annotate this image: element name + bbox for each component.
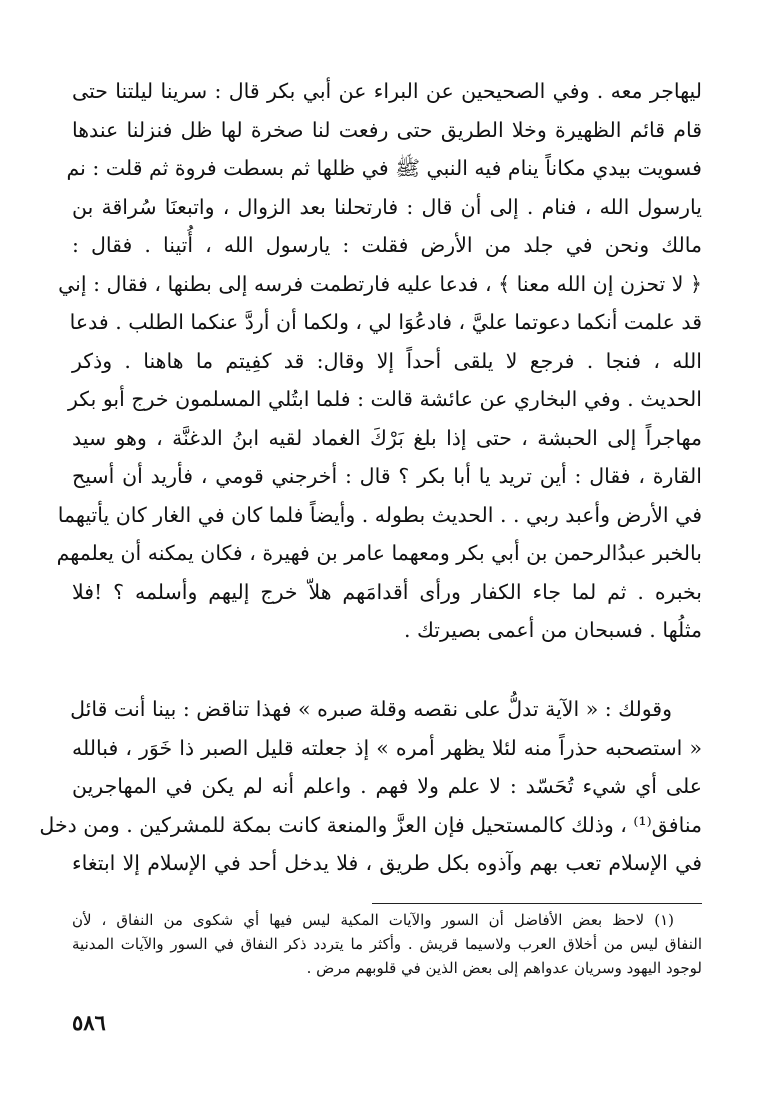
text-line: قد علمت أنكما دعوتما عليَّ ، فادعُوَا لي ، ولكما أن أردَّ عنكما الطلب . فدعا [69, 310, 702, 334]
text-line: منافق⁽¹⁾ ، وذلك كالمستحيل فإن العزَّ والمنعة كانت بمكة للمشركين . ومن دخل [39, 812, 702, 837]
footnote [72, 908, 702, 980]
text-line: بخبره . ثم لما جاء الكفار ورأى أقدامَهم هلاّ خرج إليهم وأسلمه ؟ !فلا [72, 579, 702, 604]
second-paragraph [39, 690, 702, 883]
text-line: الله ، فنجا . فرجع لا يلقى أحداً إلا وقال: قد كفِيتم ما هاهنا . وذكر [72, 348, 702, 373]
footnote-line: لوجود اليهود وسريان عدواهم إلى بعض الذين في قلوبهم مرض . [306, 959, 702, 977]
text-line: مهاجراً إلى الحبشة ، حتى إذا بلغ بَرْكَ الغماد لقيه ابنُ الدغنَّة ، وهو سيد [72, 425, 702, 450]
text-line: قام قائم الظهيرة وخلا الطريق حتى رفعت لنا صخرة لها ظل فنزلنا عندها [72, 117, 702, 142]
text-line: ﴿ لا تحزن إن الله معنا ﴾ ، فدعا عليه فارتطمت فرسه إلى بطنها ، فقال : إني [58, 271, 702, 296]
text-line: مثلُها . فسبحان من أعمى بصيرتك . [403, 618, 702, 642]
text-line: ليهاجر معه . وفي الصحيحين عن البراء عن أبي بكر قال : سرينا ليلتنا حتى [72, 79, 702, 103]
text-line: مالك ونحن في جلد من الأرض فقلت : يارسول الله ، أُتينا . فقال : [72, 233, 702, 257]
text-line: على أي شيء تُحَسّد : لا علم ولا فهم . واعلم أنه لم يكن في المهاجرين [72, 774, 702, 798]
text-line: « استصحبه حذراً منه لئلا يظهر أمره » إذ جعلته قليل الصبر ذا خَوَر ، فبالله [72, 735, 702, 760]
footnote-divider [372, 903, 702, 904]
text-line: القارة ، فقال : أين تريد يا أبا بكر ؟ قال : أخرجني قومي ، فأريد أن أسيح [72, 464, 702, 488]
main-paragraph [56, 72, 702, 650]
book-page [39, 0, 702, 1094]
text-line: بالخبر عبدُالرحمن بن أبي بكر ومعهما عامر بن فهيرة ، فكان يمكنه أن يعلمهم [56, 541, 702, 565]
text-line: الحديث . وفي البخاري عن عائشة قالت : فلما ابتُلي المسلمون خرج أبو بكر [67, 387, 702, 411]
text-line: في الإسلام تعب بهم وآذوه بكل طريق ، فلا يدخل أحد في الإسلام إلا ابتغاء [72, 851, 702, 875]
footnote-line: (١) لاحظ بعض الأفاضل أن السور والآيات المكية ليس فيها أي شكوى من النفاق ، لأن [72, 911, 674, 929]
footnote-line: النفاق ليس من أخلاق العرب ولاسيما قريش . وأكثر ما يتردد ذكر النفاق في السور والآيات المدنية [72, 935, 702, 953]
text-line: فسويت بيدي مكاناً ينام فيه النبي ﷺ في ظلها ثم بسطت فروة ثم قلت : نم [66, 156, 702, 180]
text-line: يارسول الله ، فنام . إلى أن قال : فارتحلنا بعد الزوال ، واتبعنَا سُراقة بن [72, 194, 702, 219]
page-number: ٥٨٦ [72, 1010, 106, 1035]
text-line: في الأرض وأعبد ربي . . الحديث بطوله . وأيضاً فلما كان في الغار كان يأتيهما [57, 502, 702, 527]
text-line: وقولك : « الآية تدلُّ على نقصه وقلة صبره » فهذا تناقض : بينا أنت قائل [70, 697, 672, 721]
